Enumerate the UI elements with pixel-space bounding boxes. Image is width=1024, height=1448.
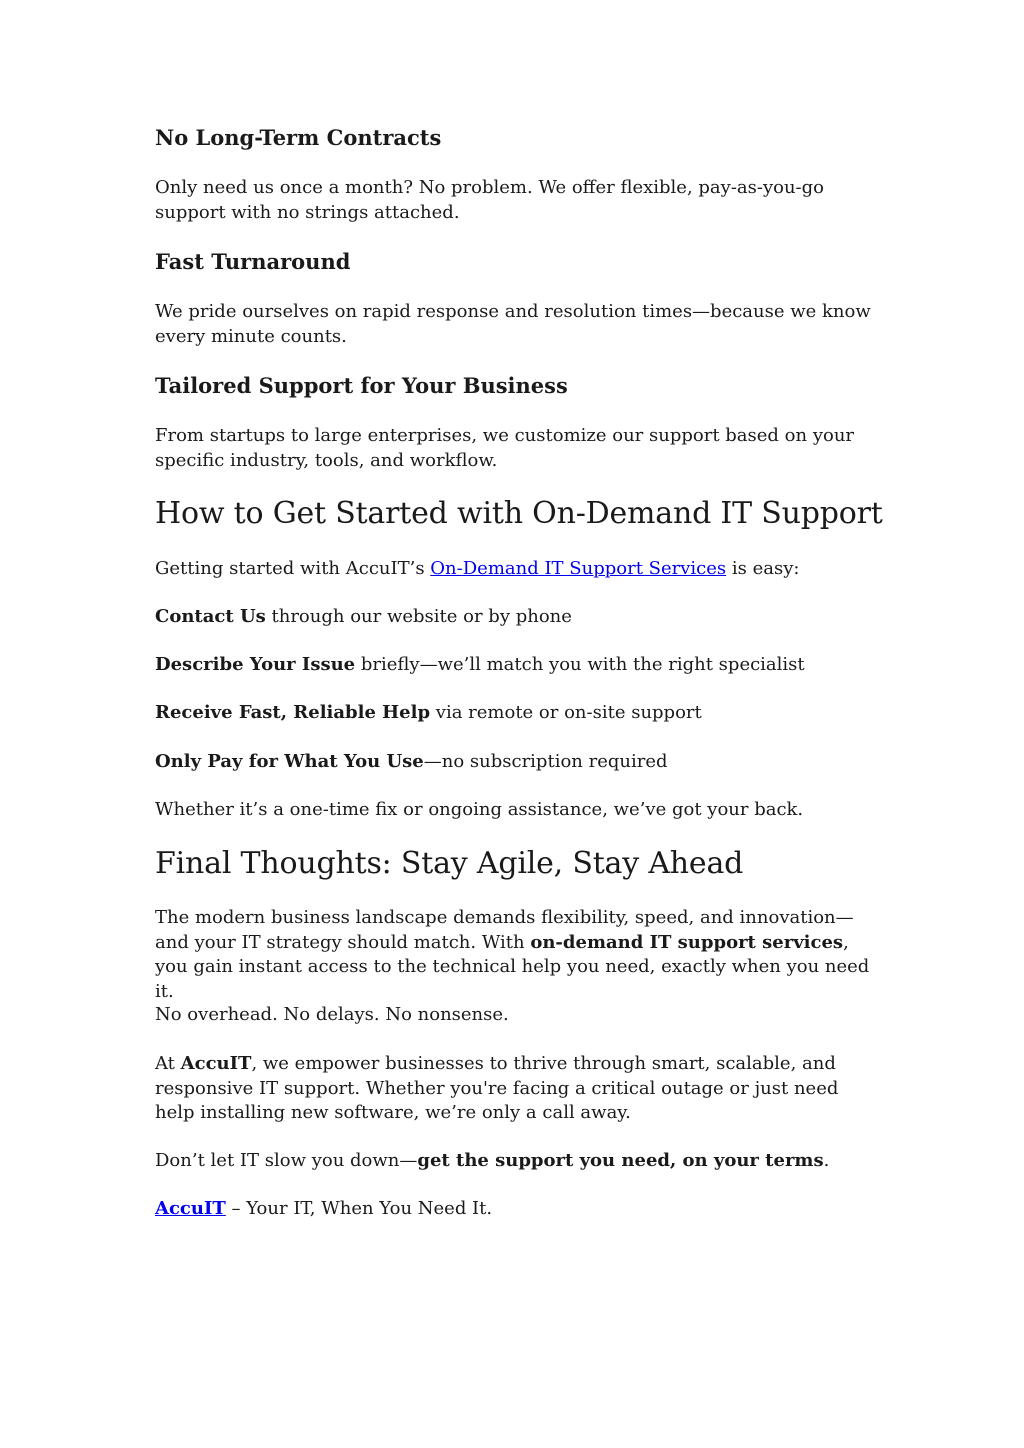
p4-text-after: . [823, 1150, 830, 1171]
p3-text-before: At [155, 1053, 181, 1074]
paragraph-final-thoughts-4 [155, 1149, 875, 1174]
step-describe-issue [155, 653, 875, 678]
heading-how-to-get-started: How to Get Started with On-Demand IT Support [155, 496, 883, 531]
step-bold: Receive Fast, Reliable Help [155, 702, 431, 723]
step-bold: Contact Us [155, 606, 266, 627]
heading-fast-turnaround: Fast Turnaround [155, 249, 351, 274]
heading-no-long-term-contracts: No Long-Term Contracts [155, 125, 442, 150]
paragraph-tailored-support: From startups to large enterprises, we customize our support based on your specific industry, tools, and workflow. [155, 425, 855, 471]
step-receive-help [155, 701, 875, 726]
paragraph-final-thoughts-3 [155, 1052, 875, 1126]
intro-text-after: is easy: [726, 558, 800, 579]
step-bold: Only Pay for What You Use [155, 751, 424, 772]
step-bold: Describe Your Issue [155, 654, 356, 675]
p1-bold: on-demand IT support services [530, 931, 844, 953]
step-rest: via remote or on-site support [430, 702, 702, 723]
step-rest: —no subscription required [423, 751, 668, 772]
paragraph-final-thoughts-1 [155, 906, 875, 1004]
p4-bold: get the support you need, on your terms [417, 1150, 824, 1171]
paragraph-get-started-intro [155, 557, 875, 582]
tagline [155, 1197, 875, 1222]
paragraph-no-long-term-contracts: Only need us once a month? No problem. We offer flexible, pay-as-you-go support with no strings attached. [155, 177, 824, 223]
p4-text-before: Don’t let IT slow you down— [155, 1150, 418, 1171]
step-contact-us [155, 605, 875, 630]
p3-text-after: , we empower businesses to thrive through smart, scalable, and responsive IT support. Whether you're facing a critical outage or just need help installing new software, we’re only a call away. [155, 1053, 839, 1123]
step-only-pay [155, 750, 875, 775]
step-rest: briefly—we’ll match you with the right specialist [355, 654, 805, 675]
heading-final-thoughts: Final Thoughts: Stay Agile, Stay Ahead [155, 846, 744, 881]
tagline-rest: – Your IT, When You Need It. [225, 1198, 493, 1219]
paragraph-fast-turnaround: We pride ourselves on rapid response and resolution times—because we know every minute counts. [155, 301, 871, 347]
intro-text-before: Getting started with AccuIT’s [155, 558, 431, 579]
paragraph-final-thoughts-2: No overhead. No delays. No nonsense. [155, 1004, 509, 1025]
on-demand-services-link[interactable]: On-Demand IT Support Services [430, 558, 727, 579]
accuit-link[interactable]: AccuIT [155, 1198, 226, 1219]
step-rest: through our website or by phone [265, 606, 572, 627]
paragraph-get-started-closing: Whether it’s a one-time fix or ongoing assistance, we’ve got your back. [155, 799, 804, 820]
p1-text-after: , you gain instant access to the technical help you need, exactly when you need it. [155, 931, 870, 1002]
heading-tailored-support: Tailored Support for Your Business [155, 373, 568, 398]
p3-bold: AccuIT [180, 1053, 252, 1074]
p1-text-before: The modern business landscape demands flexibility, speed, and innovation—and your IT strategy should match. With [155, 907, 854, 953]
